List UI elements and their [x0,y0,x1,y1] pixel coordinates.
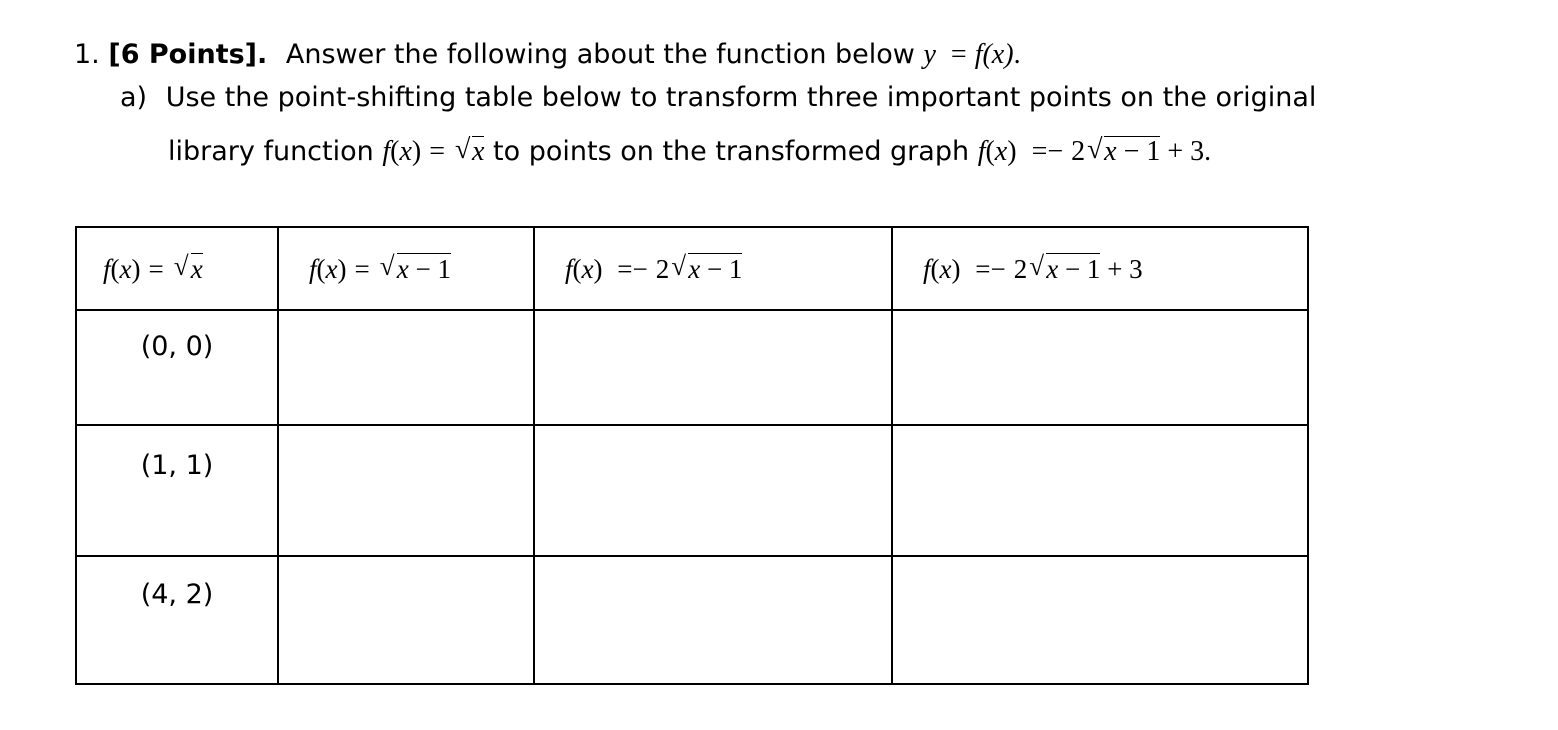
point-shifting-table [75,226,1309,685]
part-a-line1 [120,81,1316,115]
table-cell-point [76,425,278,556]
table-cell-point [76,310,278,425]
question-points: [6 Points]. [108,39,268,70]
table-cell-point [76,556,278,684]
table-row [76,425,1308,556]
column-header-horizontal-shift: f(x) = √ x − 1 [278,227,534,310]
table-cell-answer [534,310,892,425]
table-row [76,556,1308,684]
column-header-vertical-stretch: f(x) =− 2 √ x − 1 [534,227,892,310]
question-func: f(x) [974,39,1014,70]
library-function-formula: f(x) = √ x [382,134,485,167]
table-cell-answer [534,556,892,684]
part-a-text2a: library function [168,136,374,167]
part-a-text2b: to points on the transformed graph [493,136,970,167]
table-cell-answer [278,425,534,556]
table-cell-answer [278,310,534,425]
point-value: (0, 0) [140,331,214,362]
part-a-label: a) [120,82,148,113]
table-cell-answer [892,310,1308,425]
transformed-function-formula: f(x) =− 2 √ x − 1 + 3. [977,134,1212,167]
question-number: 1. [74,39,100,70]
table-cell-answer [534,425,892,556]
table-row [76,310,1308,425]
part-a-text1: Use the point-shifting table below to transform three important points on the original [165,82,1317,113]
point-value: (4, 2) [140,579,214,610]
question-prompt: Answer the following about the function below [285,39,915,70]
question-equation: y = f(x). [923,39,1021,70]
table-header-row [76,227,1308,310]
point-value: (1, 1) [140,450,214,481]
question-header [74,38,1021,72]
column-header-vertical-shift: f(x) =− 2 √ x − 1 + 3 [892,227,1308,310]
part-a-line2 [168,135,1211,169]
column-header-library: f(x) = √ x [76,227,278,310]
table-cell-answer [278,556,534,684]
table-cell-answer [892,425,1308,556]
table-cell-answer [892,556,1308,684]
